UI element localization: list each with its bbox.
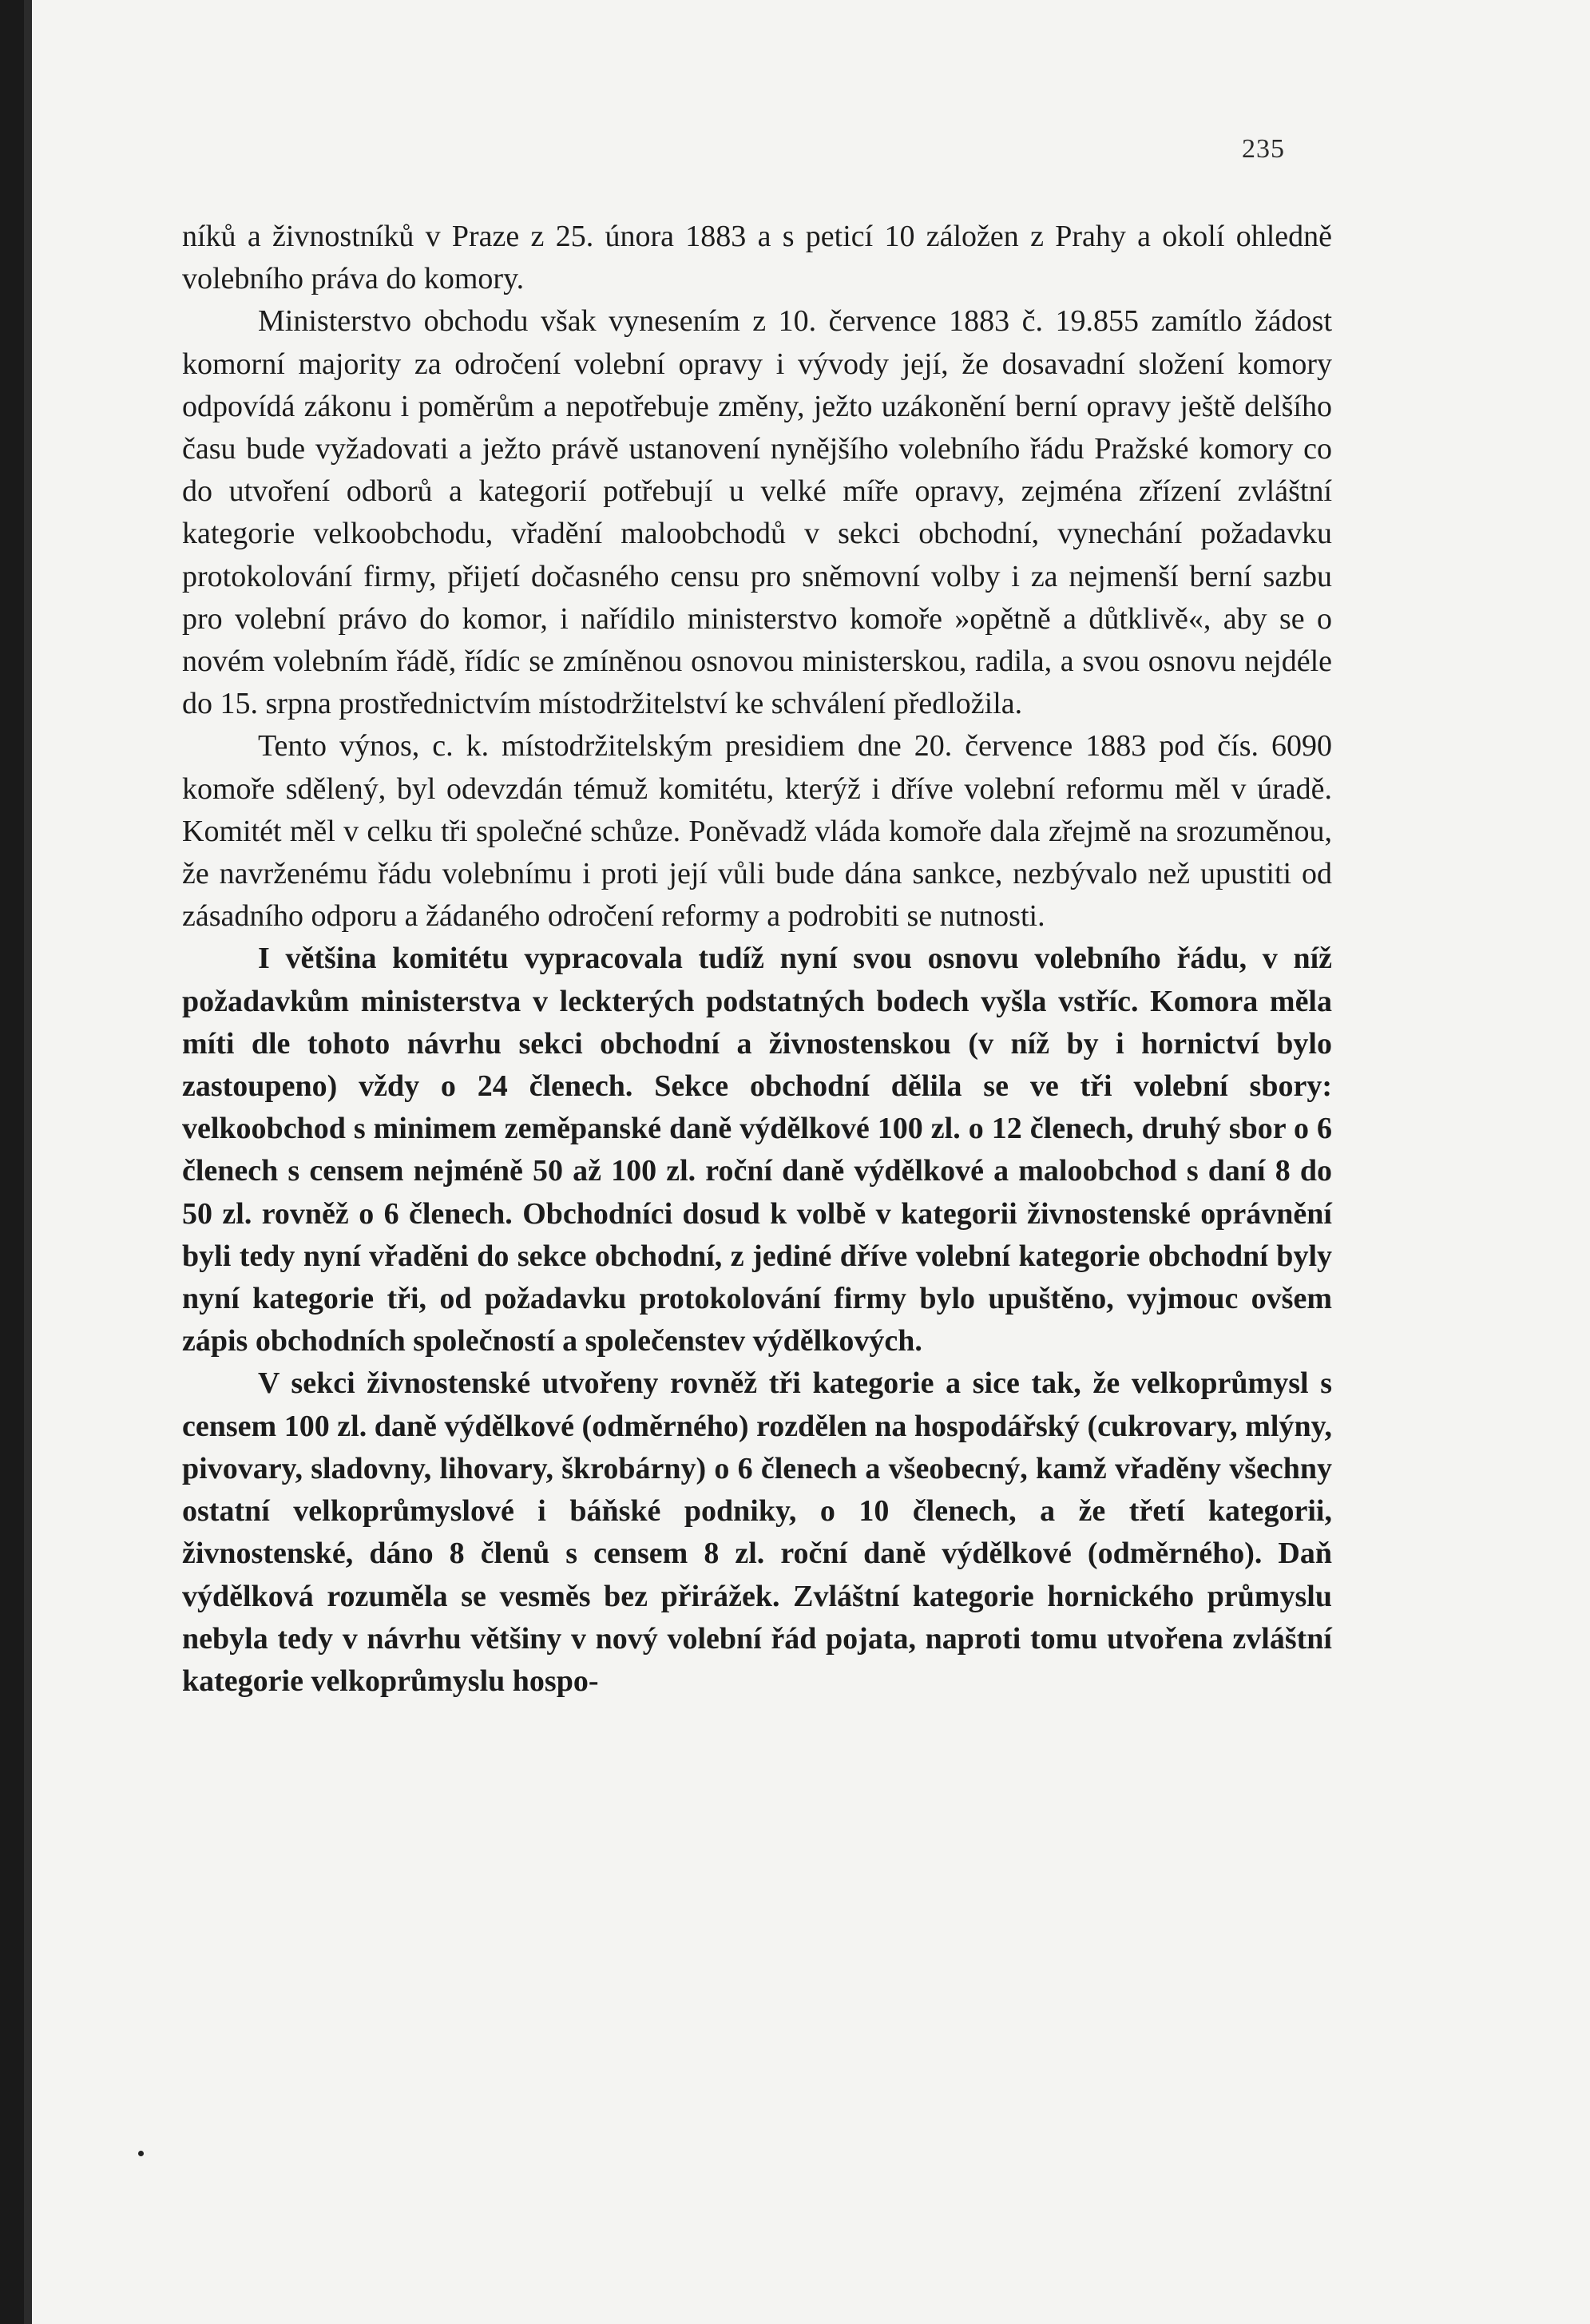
- body-text: [182, 216, 1332, 1703]
- paragraph-1: níků a živnostníků v Praze z 25. února 1883 a s peticí 10 záložen z Prahy a okolí ohledně volebního práva do komory.: [182, 220, 1332, 296]
- paragraph-2: Ministerstvo obchodu však vynesením z 10. července 1883 č. 19.855 zamítlo žádost komorní majority za odročení volební opravy i vývody její, že dosavadní složení komory odpovídá zákonu i poměrům a nepotřebuje změny, ježto uzákonění berní opravy ještě delšího času bude vyžadovati a ježto právě ustanovení nynějšího volebního řádu Pražské komory co do utvoření odborů a kategorií potřebují u velké míře opravy, zejména zřízení zvláštní kategorie velkoobchodu, vřadění maloobchodů v sekci obchodní, vynechání požadavku protokolování firmy, přijetí dočasného censu pro sněmovní volby i za nejmenší berní sazbu pro volební právo do komor, i nařídilo ministerstvo komoře »opětně a důtklivě«, aby se o novém volebním řádě, řídíc se zmíněnou osnovou ministerskou, radila, a svou osnovu nejdéle do 15. srpna prostřednictvím místodržitelství ke schválení předložila.: [182, 304, 1332, 721]
- paragraph-3: Tento výnos, c. k. místodržitelským presidiem dne 20. července 1883 pod čís. 6090 komoře sdělený, byl odevzdán témuž komitétu, kterýž i dříve volební reformu měl v úradě. Komitét měl v celku tři společné schůze. Poněvadž vláda komoře dala zřejmě na srozuměnou, že navrženému řádu volebnímu i proti její vůli bude dána sankce, nezbývalo než upustiti od zásadního odporu a žádaného odročení reformy a podrobiti se nutnosti.: [182, 729, 1332, 934]
- paragraph-4: I většina komitétu vypracovala tudíž nyní svou osnovu volebního řádu, v níž požadavkům ministerstva v leckterých podstatných bodech vyšla vstříc. Komora měla míti dle tohoto návrhu sekci obchodní a živnostenskou (v níž by i hornictví bylo zastoupeno) vždy o 24 členech. Sekce obchodní dělila se ve tři volební sbory: velkoobchod s minimem zeměpanské daně výdělkové 100 zl. o 12 členech, druhý sbor o 6 členech s censem nejméně 50 až 100 zl. roční daně výdělkové a maloobchod s daní 8 do 50 zl. rovněž o 6 členech. Obchodníci dosud k volbě v kategorii živnostenské oprávnění byli tedy nyní vřaděni do sekce obchodní, z jediné dříve volební kategorie obchodní byly nyní kategorie tři, od požadavku protokolování firmy bylo upuštěno, vyjmouc ovšem zápis obchodních společností a společenstev výdělkových.: [182, 942, 1332, 1358]
- page-number: 235: [1242, 134, 1285, 164]
- scan-edge: [0, 0, 24, 2324]
- ink-speck: [138, 2151, 144, 2156]
- book-page: [32, 0, 1590, 2324]
- paragraph-5: V sekci živnostenské utvořeny rovněž tři kategorie a sice tak, že velkoprůmysl s censem 100 zl. daně výdělkové (odměrného) rozdělen na hospodářský (cukrovary, mlýny, pivovary, sladovny, lihovary, škrobárny) o 6 členech a všeobecný, kamž vřaděny všechny ostatní velkoprůmyslové i báňské podniky, o 10 členech, a že třetí kategorii, živnostenské, dáno 8 členů s censem 8 zl. roční daně výdělkové (odměrného). Daň výdělková rozuměla se vesměs bez přirážek. Zvláštní kategorie hornického průmyslu nebyla tedy v návrhu většiny v nový volební řád pojata, naproti tomu utvořena zvláštní kategorie velkoprůmyslu hospo-: [182, 1366, 1332, 1698]
